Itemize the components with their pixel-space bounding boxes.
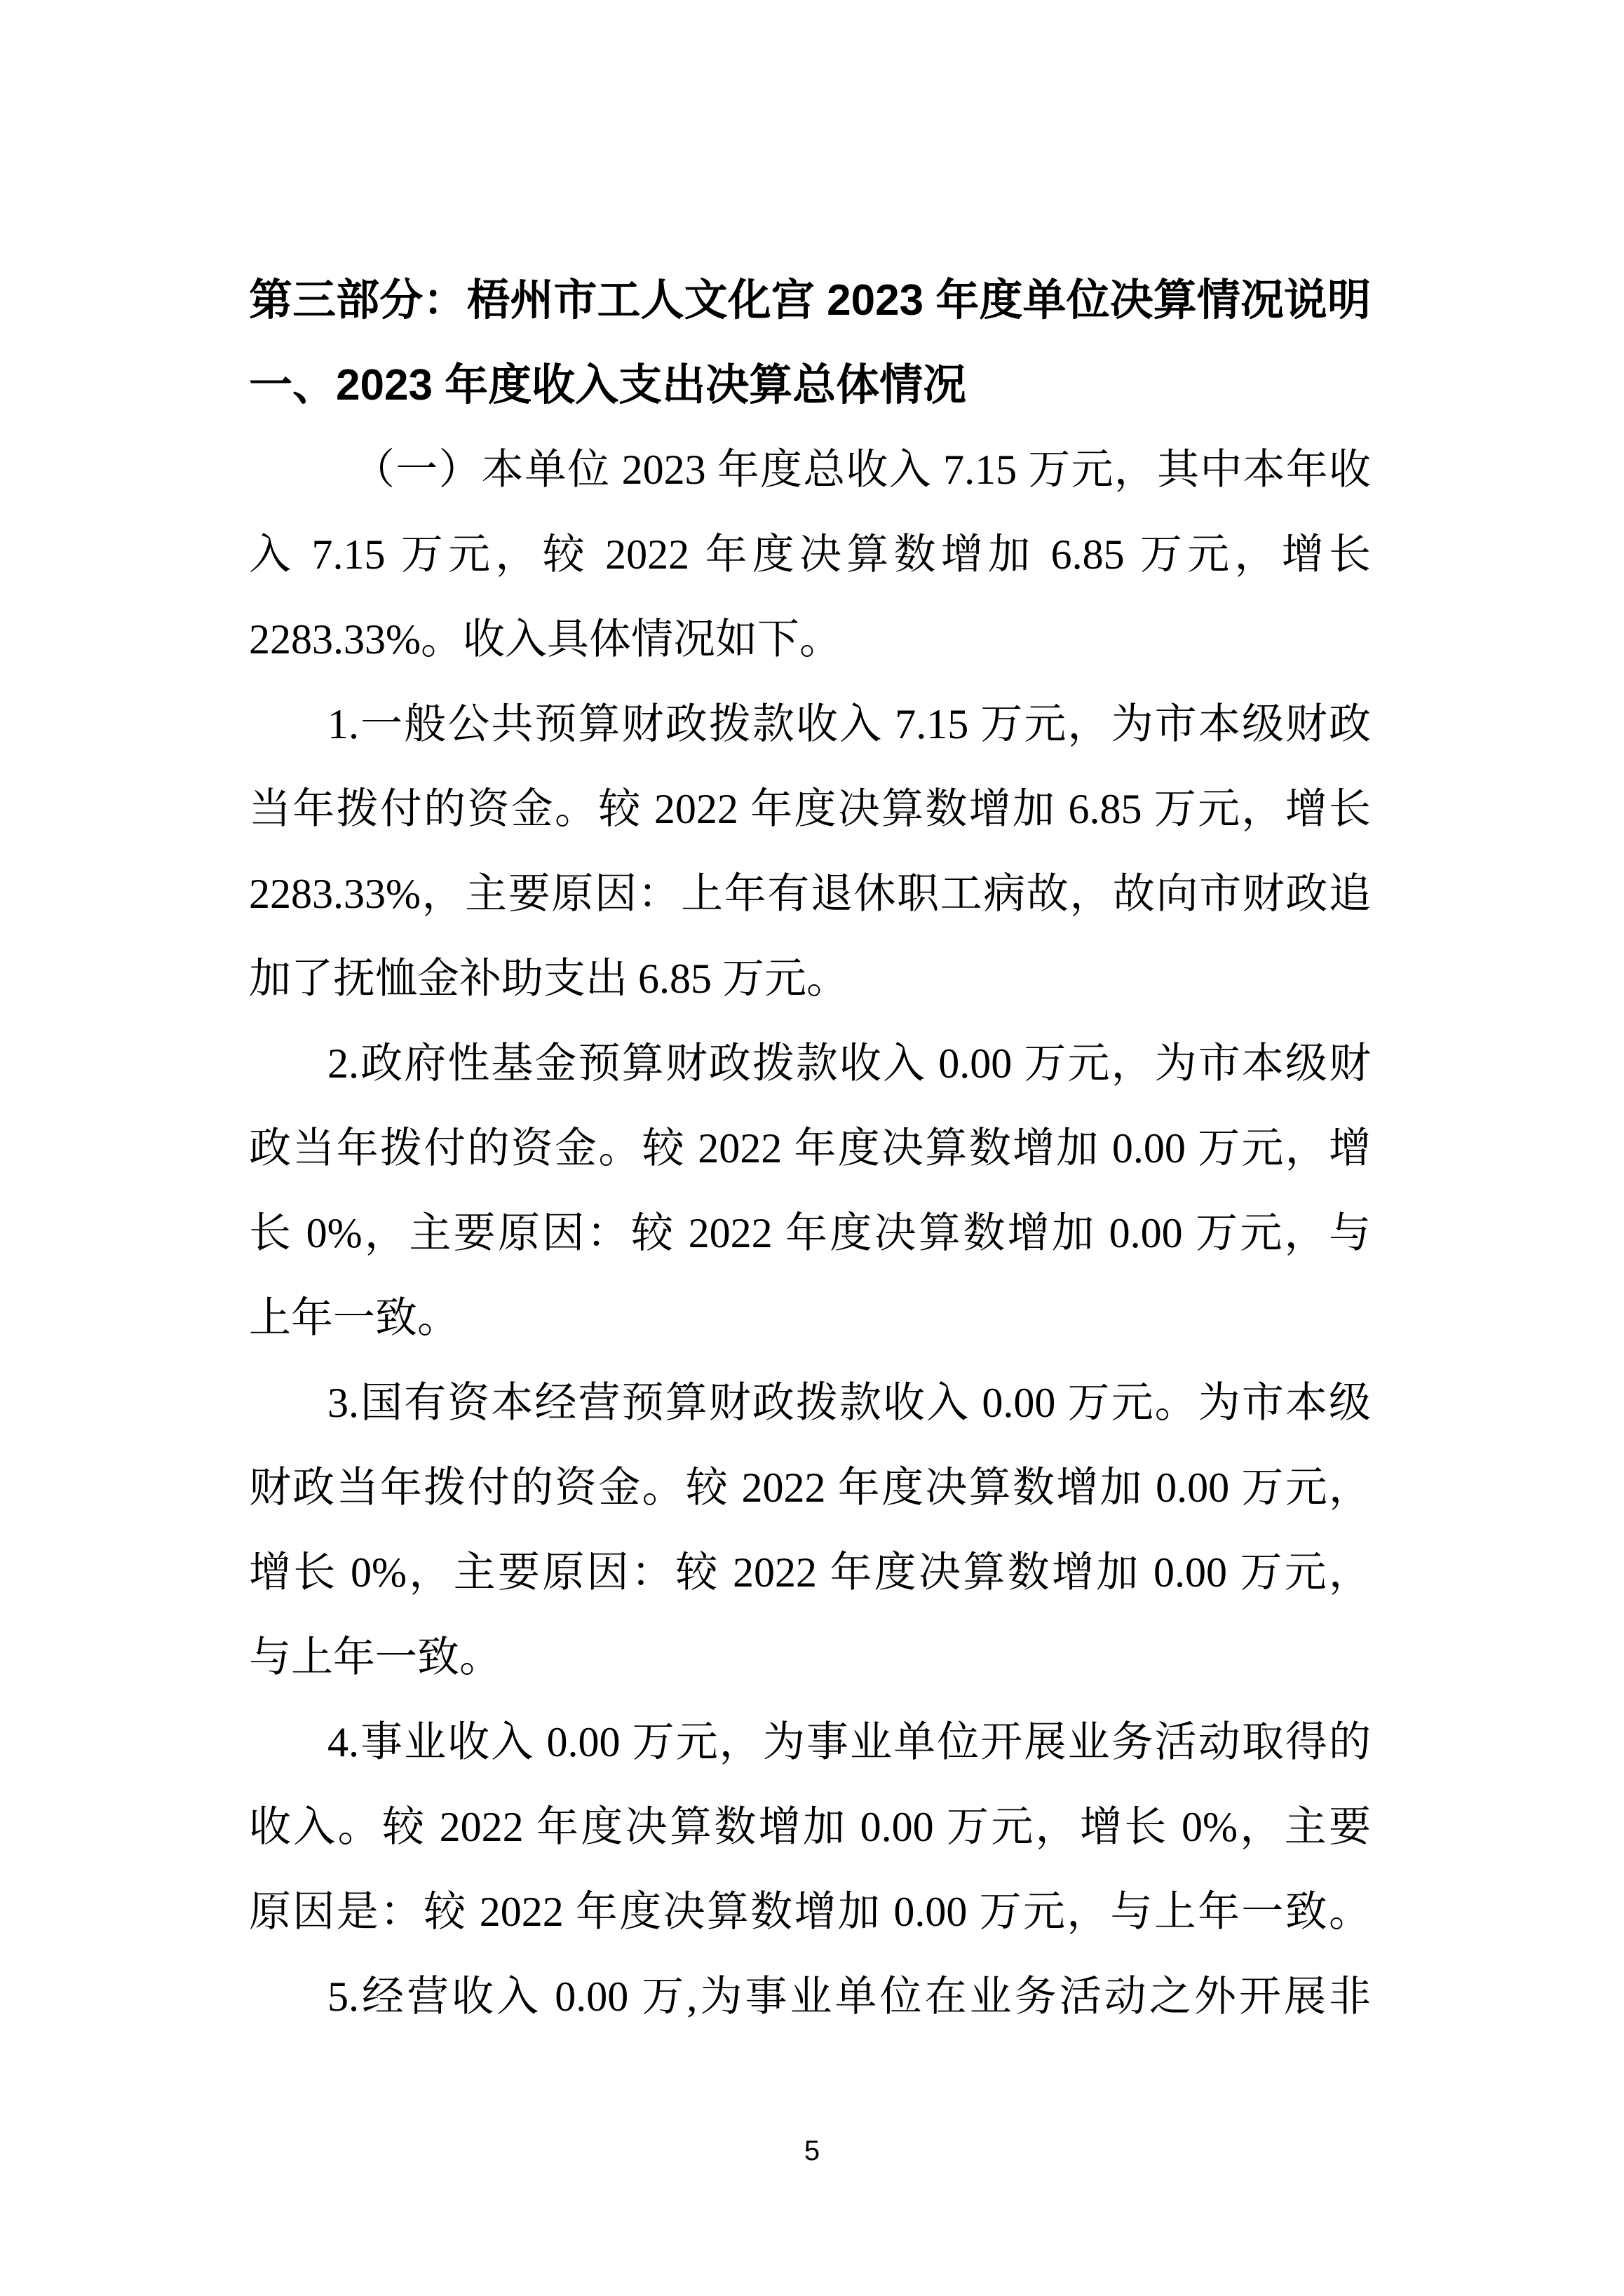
- paragraph-line: 当年拨付的资金。较 2022 年度决算数增加 6.85 万元，增长: [249, 786, 1371, 832]
- page-number: 5: [804, 2135, 820, 2166]
- paragraph-line: 4.事业收入 0.00 万元，为事业单位开展业务活动取得的: [327, 1719, 1371, 1765]
- paragraph-line: 财政当年拨付的资金。较 2022 年度决算数增加 0.00 万元，: [249, 1465, 1371, 1511]
- paragraph-line: 入 7.15 万元，较 2022 年度决算数增加 6.85 万元，增长: [249, 531, 1371, 578]
- paragraph-line: 5.经营收入 0.00 万,为事业单位在业务活动之外开展非: [327, 1974, 1371, 2020]
- paragraph-line: 长 0%，主要原因：较 2022 年度决算数增加 0.00 万元，与: [249, 1210, 1371, 1256]
- paragraph-line: 政当年拨付的资金。较 2022 年度决算数增加 0.00 万元，增: [249, 1125, 1371, 1171]
- paragraph-line: 2283.33%。收入具体情况如下。: [249, 616, 841, 663]
- paragraph-line: 增长 0%，主要原因：较 2022 年度决算数增加 0.00 万元，: [249, 1549, 1371, 1596]
- document-body: [249, 258, 1371, 2039]
- paragraph-line: 2.政府性基金预算财政拨款收入 0.00 万元，为市本级财: [327, 1040, 1371, 1087]
- subsection-heading: 一、2023 年度收入支出决算总体情况: [249, 361, 967, 409]
- paragraph-line: 上年一致。: [249, 1295, 459, 1341]
- paragraph-line: 1.一般公共预算财政拨款收入 7.15 万元，为市本级财政: [327, 701, 1371, 747]
- section-heading: 第三部分：梧州市工人文化宫 2023 年度单位决算情况说明: [249, 276, 1371, 325]
- paragraph-line: 3.国有资本经营预算财政拨款收入 0.00 万元。为市本级: [327, 1380, 1371, 1426]
- paragraph-line: 原因是：较 2022 年度决算数增加 0.00 万元，与上年一致。: [249, 1889, 1371, 1935]
- paragraph-line: 收入。较 2022 年度决算数增加 0.00 万元，增长 0%，主要: [249, 1804, 1371, 1850]
- paragraph-line: 2283.33%，主要原因：上年有退休职工病故，故向市财政追: [249, 871, 1371, 917]
- paragraph-line: 加了抚恤金补助支出 6.85 万元。: [249, 956, 848, 1002]
- paragraph-line: 与上年一致。: [249, 1634, 501, 1680]
- paragraph-line: （一）本单位 2023 年度总收入 7.15 万元，其中本年收: [353, 447, 1371, 493]
